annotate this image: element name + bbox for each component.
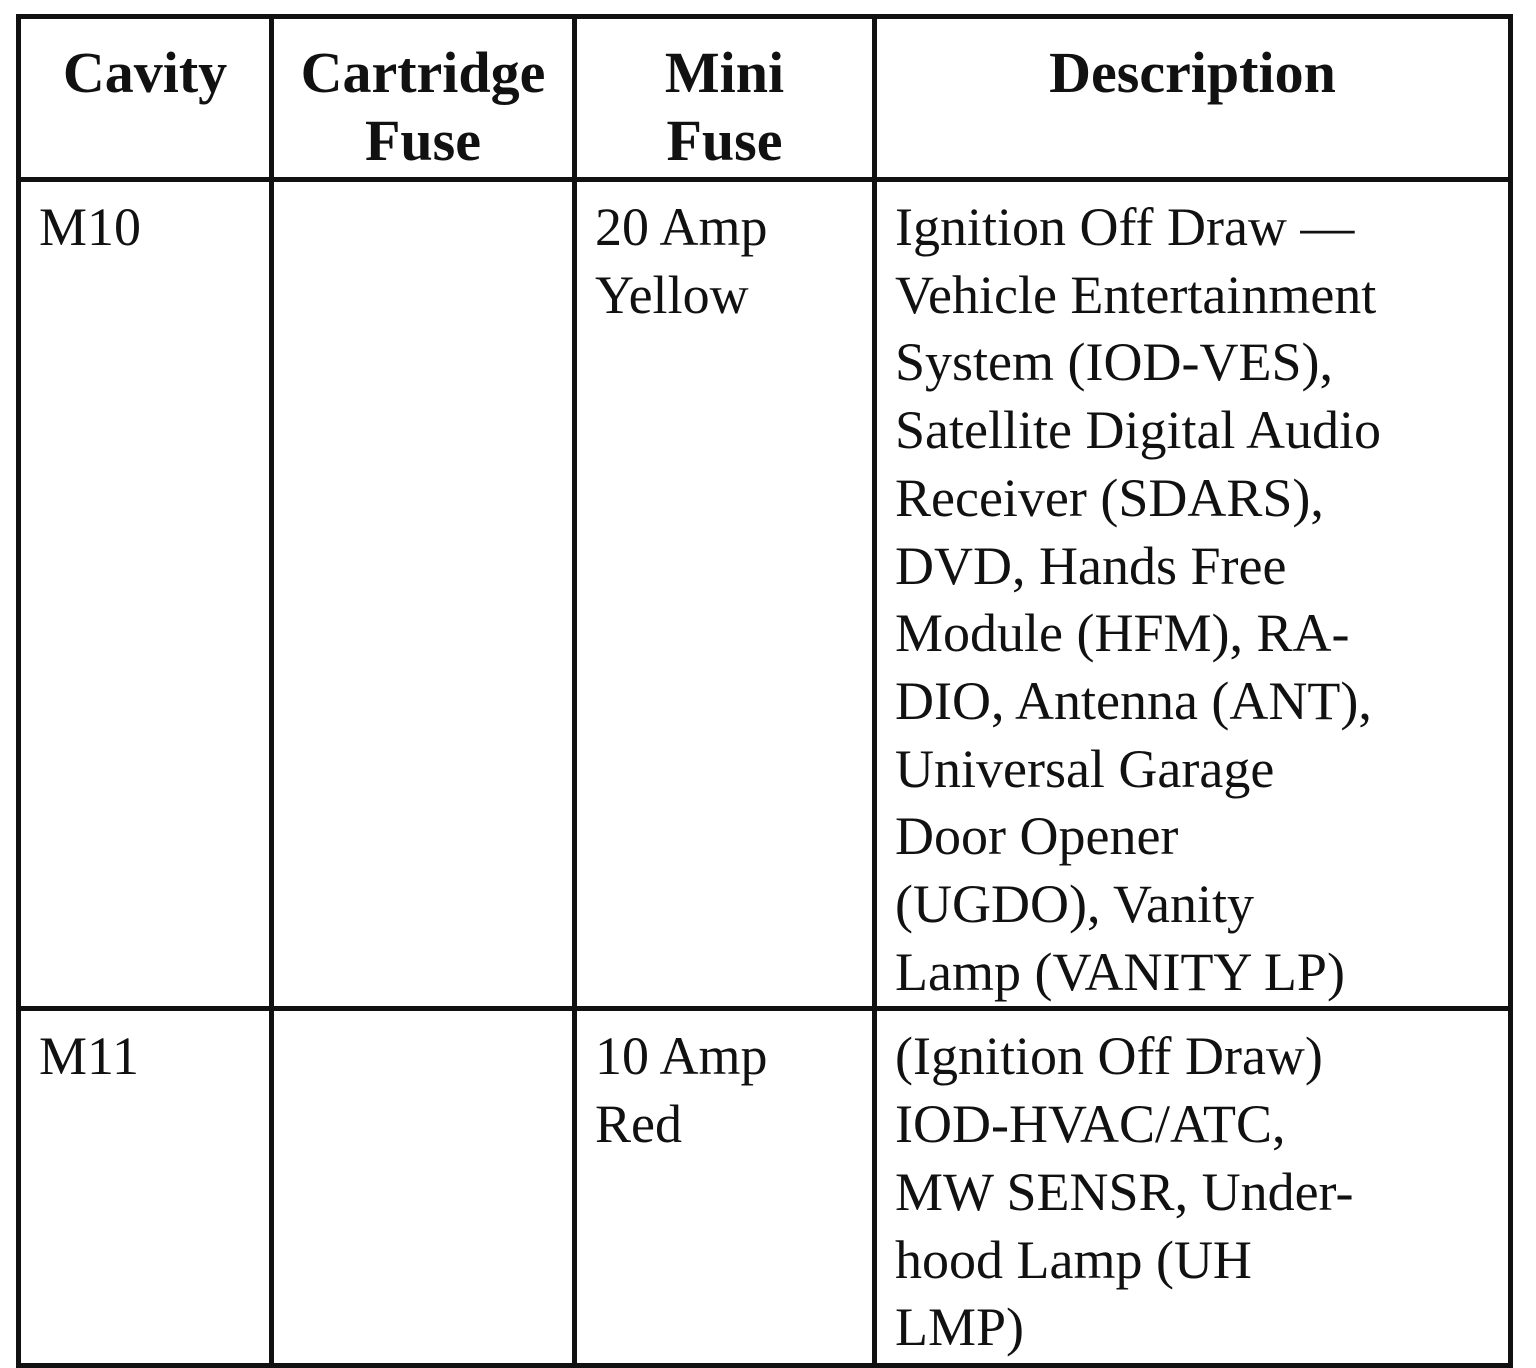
header-mini-fuse: Mini Fuse xyxy=(575,17,875,180)
cell-cartridge-fuse xyxy=(272,180,575,1009)
cell-mini-fuse: 10 Amp Red xyxy=(575,1009,875,1366)
cell-description: Ignition Off Draw — Vehicle Entertainment System (IOD-VES), Satellite Digital Audio Receiver (SDARS), DVD, Hands Free Module (HFM), RA- DIO, Antenna (ANT), Universal Garage Door Opener (UGDO), Vanity Lamp (VANITY LP) xyxy=(875,180,1511,1009)
table-row xyxy=(19,180,1511,1009)
cell-cartridge-fuse xyxy=(272,1009,575,1366)
cell-description: (Ignition Off Draw) IOD-HVAC/ATC, MW SENSR, Under- hood Lamp (UH LMP) xyxy=(875,1009,1511,1366)
cell-mini-fuse: 20 Amp Yellow xyxy=(575,180,875,1009)
header-cartridge-fuse: Cartridge Fuse xyxy=(272,17,575,180)
cell-cavity: M10 xyxy=(19,180,272,1009)
table-body xyxy=(19,180,1511,1366)
header-cavity: Cavity xyxy=(19,17,272,180)
header-row xyxy=(19,17,1511,180)
table-header xyxy=(19,17,1511,180)
cell-cavity: M11 xyxy=(19,1009,272,1366)
header-description: Description xyxy=(875,17,1511,180)
fuse-table xyxy=(16,14,1513,1368)
table-row xyxy=(19,1009,1511,1366)
